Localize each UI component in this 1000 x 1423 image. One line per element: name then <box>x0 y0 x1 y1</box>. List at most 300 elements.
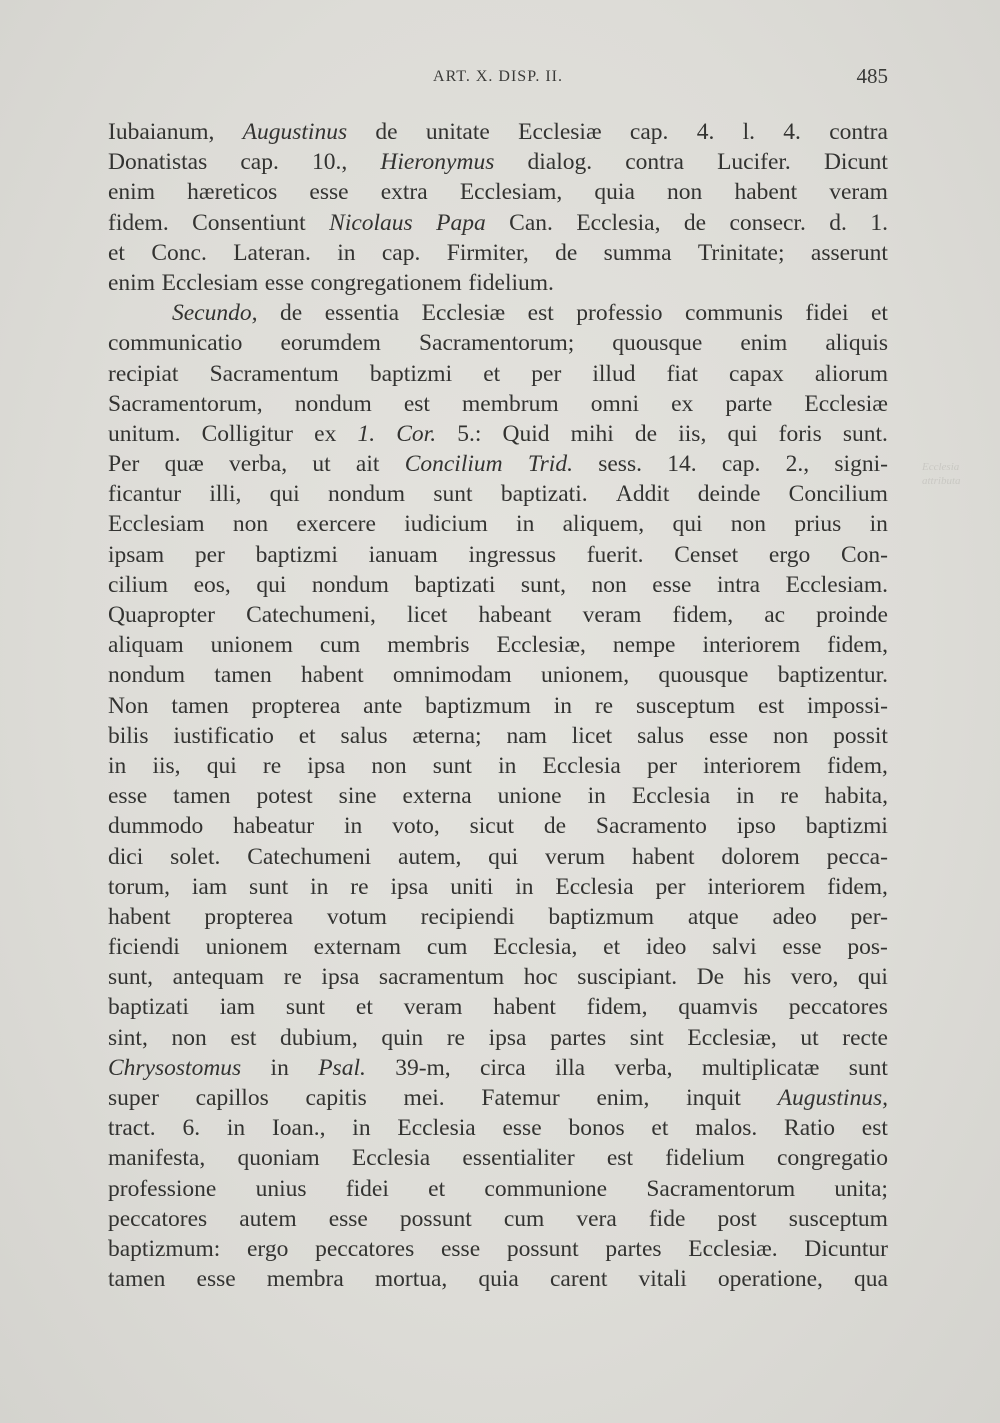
word: super <box>108 1085 159 1111</box>
word: qui <box>727 420 758 447</box>
word: capax <box>728 360 784 387</box>
word: et <box>483 360 501 387</box>
word: quia <box>594 179 635 206</box>
word: contra <box>829 119 888 145</box>
word: propterea <box>251 692 341 719</box>
word: salus <box>340 722 388 749</box>
word: habent <box>734 179 798 206</box>
word: fidem, <box>672 602 734 628</box>
word: externam <box>313 934 402 961</box>
word: cum <box>426 934 468 961</box>
word: æterna; <box>412 722 482 749</box>
word: baptizmum: <box>108 1235 221 1262</box>
word: de <box>375 119 398 145</box>
word: malos. <box>695 1115 758 1142</box>
word: Consentiunt <box>192 209 306 236</box>
word: aliquam <box>108 632 184 659</box>
word: sunt, <box>520 571 566 598</box>
word: in <box>270 1054 289 1081</box>
word: qua <box>854 1266 888 1293</box>
word: cap. <box>381 239 421 266</box>
word: essentia <box>324 300 400 327</box>
word: in <box>226 1115 246 1142</box>
word: esse <box>309 179 349 206</box>
word: Trinitate; <box>697 239 785 266</box>
word: votum <box>326 903 387 930</box>
word: habeatur <box>233 813 315 840</box>
word: Ecclesia <box>542 752 621 779</box>
word: propterea <box>204 903 294 930</box>
word: Quapropter <box>108 602 216 628</box>
word: re <box>350 873 369 900</box>
word: Ecclesia <box>351 1145 431 1172</box>
word: ait <box>355 451 380 478</box>
word: qui <box>857 964 888 991</box>
word: nam <box>506 722 547 749</box>
word: exercere <box>296 511 376 538</box>
word: cap. <box>721 451 761 478</box>
text-line <box>108 298 888 328</box>
word: parte <box>725 390 773 417</box>
word: baptizmi <box>255 541 338 568</box>
word: et <box>355 994 373 1021</box>
word: ex <box>671 390 694 417</box>
word: asserunt <box>810 239 888 266</box>
word: multiplicatæ <box>701 1054 820 1081</box>
word: unionem <box>210 632 293 659</box>
word: nondum <box>108 662 186 689</box>
word: quousque <box>612 330 703 357</box>
word: Ecclesia, <box>493 934 578 961</box>
word: ianuam <box>368 541 438 568</box>
text-line <box>108 117 888 147</box>
word: essentialiter <box>462 1145 575 1172</box>
word: Sacramentorum <box>646 1175 796 1202</box>
word: non <box>171 1024 207 1051</box>
word: cilium <box>108 571 169 598</box>
word: ipso <box>736 813 776 840</box>
word: est <box>758 692 785 719</box>
word: recipiat <box>108 360 179 387</box>
word: ex <box>314 420 337 447</box>
word: consecr. <box>729 209 806 236</box>
word: iustificatio <box>173 722 274 749</box>
word: et <box>298 722 316 749</box>
text-line <box>108 962 888 992</box>
word: esse <box>782 934 822 961</box>
word: aliorum <box>814 360 888 387</box>
word: per <box>531 360 562 387</box>
word: fidem, <box>827 752 888 779</box>
text-line <box>108 238 888 268</box>
word: hoc <box>523 964 558 991</box>
word: baptizati <box>414 571 496 598</box>
word: est <box>230 1024 257 1051</box>
word: Ecclesiæ, <box>687 1024 777 1051</box>
word: sint, <box>108 1024 148 1051</box>
word: fidei <box>345 1175 389 1202</box>
word: de <box>543 813 567 840</box>
word: dici <box>108 843 144 870</box>
word: contra <box>625 149 684 176</box>
word: est <box>403 390 430 417</box>
word: et <box>108 239 125 266</box>
word: tamen <box>214 662 272 689</box>
italic-word: 1. <box>357 420 376 447</box>
word: Ecclesiæ <box>421 300 506 327</box>
page-number: 485 <box>856 64 888 88</box>
word: Ecclesia, <box>576 209 661 236</box>
word: Ratio <box>784 1115 835 1142</box>
word: enim <box>108 269 155 296</box>
word: Ecclesia <box>397 1115 476 1142</box>
word: aliquem, <box>562 511 645 538</box>
word: atque <box>687 903 739 930</box>
word: Ioan., <box>271 1115 326 1142</box>
word: ipsa <box>488 1024 527 1051</box>
margin-note <box>922 460 961 488</box>
italic-word: Hieronymus <box>380 149 495 176</box>
word: dialog. <box>527 149 593 176</box>
word: capitis <box>305 1085 367 1111</box>
word: in <box>869 511 888 538</box>
word: Sacramentorum, <box>108 390 263 417</box>
word: tract. <box>108 1115 156 1142</box>
word: enim <box>740 330 788 357</box>
word: pos- <box>847 934 888 961</box>
word: Donatistas <box>108 149 208 176</box>
word: fidelium <box>665 1145 745 1172</box>
word: eos, <box>193 571 231 598</box>
word: ficiendi <box>108 934 180 961</box>
word: de <box>555 239 578 266</box>
italic-word: Secundo, <box>172 300 258 327</box>
word: baptizmum <box>548 903 655 930</box>
word: voto, <box>392 813 440 840</box>
text-line <box>108 479 888 509</box>
word: 1. <box>870 209 888 236</box>
word: per- <box>850 903 888 930</box>
word: membris <box>387 632 470 659</box>
word: in <box>553 692 573 719</box>
word: extra <box>380 179 428 206</box>
word: 4. <box>696 119 715 145</box>
word: nondum <box>311 571 389 598</box>
word: de <box>280 300 303 327</box>
body-text <box>108 117 888 1294</box>
word: tamen <box>173 783 231 810</box>
word: ac <box>764 602 786 628</box>
word: recipiendi <box>420 903 515 930</box>
word: iis, <box>152 752 181 779</box>
word: cap. <box>629 119 669 145</box>
word: in <box>515 873 534 900</box>
word: solet. <box>170 843 221 870</box>
word: 6. <box>182 1115 201 1142</box>
word: d. <box>829 209 847 236</box>
page-header <box>108 64 888 94</box>
word: mortua, <box>374 1266 448 1293</box>
word: Ecclesiæ <box>518 119 602 145</box>
word: baptizati <box>108 994 189 1021</box>
text-line <box>108 600 888 630</box>
word: esse <box>652 571 692 598</box>
word: sunt <box>433 481 473 508</box>
word: capillos <box>195 1085 269 1111</box>
word: recte <box>842 1024 888 1051</box>
italic-word: Augustinus <box>242 119 348 145</box>
word: unionem <box>205 934 288 961</box>
word: bonos <box>568 1115 625 1142</box>
word: iam <box>191 873 228 900</box>
text-line <box>108 811 888 841</box>
word: tamen <box>171 692 229 719</box>
word: Lucifer. <box>717 149 791 176</box>
text-line <box>108 872 888 902</box>
word: qui <box>488 843 519 870</box>
text-line <box>108 660 888 690</box>
word: possunt <box>399 1205 472 1232</box>
word: Catechumeni <box>247 843 372 870</box>
word: ergo <box>247 1235 289 1262</box>
word: pecca- <box>826 843 888 870</box>
word: communicatio <box>108 330 243 357</box>
word: susceptum <box>788 1205 888 1232</box>
word: Addit <box>615 481 670 508</box>
word: tamen <box>108 1266 166 1293</box>
word: ipsam <box>108 541 165 568</box>
word: foris <box>778 420 822 447</box>
word: uniti <box>450 873 494 900</box>
word: Conc. <box>151 239 207 266</box>
word: operatione, <box>717 1266 823 1293</box>
word: 4. <box>783 119 801 145</box>
word: professione <box>108 1175 217 1202</box>
word: congregatio <box>777 1145 888 1172</box>
word: aliquis <box>825 330 888 357</box>
word: Catechumeni, <box>246 602 376 628</box>
text-line <box>108 751 888 781</box>
word: est <box>861 1115 888 1142</box>
word: potest <box>256 783 313 810</box>
text-line <box>108 1174 888 1204</box>
word: veram <box>829 179 888 206</box>
word: baptizmi <box>369 360 453 387</box>
word: unius <box>255 1175 307 1202</box>
word: Sacramento <box>595 813 707 840</box>
word: iis, <box>678 420 707 447</box>
text-line <box>108 389 888 419</box>
word: l. <box>742 119 756 145</box>
word: nempe <box>612 632 676 659</box>
word: circa <box>480 1054 526 1081</box>
word: ipsa <box>307 752 346 779</box>
word: quin <box>381 1024 424 1051</box>
word: fiat <box>666 360 698 387</box>
word: verum <box>545 843 606 870</box>
text-line <box>108 509 888 539</box>
word: de <box>683 209 707 236</box>
word: Quid <box>502 420 550 447</box>
word: autem, <box>398 843 462 870</box>
word: habeant <box>478 602 552 628</box>
italic-word: Papa <box>436 209 486 236</box>
word: baptizati. <box>500 481 588 508</box>
italic-word: Psal. <box>318 1054 366 1081</box>
word: qui <box>269 481 300 508</box>
text-line <box>108 630 888 660</box>
text-line <box>108 359 888 389</box>
word: fidem. <box>108 209 169 236</box>
word: non <box>371 752 407 779</box>
word: habent <box>300 662 364 689</box>
word: dubium, <box>280 1024 358 1051</box>
word: membrum <box>462 390 559 417</box>
word: Fatemur <box>481 1085 560 1111</box>
word: qui <box>256 571 287 598</box>
word: possit <box>833 722 888 749</box>
text-line <box>108 1143 888 1173</box>
word: dolorem <box>721 843 800 870</box>
word: signi- <box>834 451 888 478</box>
word: adeo <box>772 903 817 930</box>
word: per <box>655 873 686 900</box>
word: sine <box>338 783 377 810</box>
word: sint <box>629 1024 664 1051</box>
word: et <box>603 934 621 961</box>
italic-word: Trid. <box>527 451 573 478</box>
text-line <box>108 1053 888 1083</box>
word: esse <box>440 1235 481 1262</box>
word: fidei <box>805 300 849 327</box>
word: non <box>730 511 767 538</box>
margin-note-line: Ecclesia <box>922 461 960 473</box>
word: unitate <box>425 119 490 145</box>
text-line <box>108 721 888 751</box>
word: Con- <box>841 541 888 568</box>
italic-word: Augustinus, <box>777 1085 888 1111</box>
text-line <box>108 208 888 238</box>
italic-word: Concilium <box>404 451 503 478</box>
word: ipsa <box>390 873 429 900</box>
word: Per <box>108 451 140 478</box>
word: dummodo <box>108 813 204 840</box>
word: sicut <box>469 813 514 840</box>
word: non <box>591 571 627 598</box>
word: et <box>871 300 888 327</box>
word: est <box>606 1145 633 1172</box>
word: Ecclesiæ, <box>496 632 586 659</box>
word: sacramentum <box>378 964 505 991</box>
word: deinde <box>697 481 761 508</box>
word: inquit <box>686 1085 741 1111</box>
word: iudicium <box>404 511 488 538</box>
word: quæ <box>164 451 204 478</box>
text-line <box>108 1113 888 1143</box>
word: bilis <box>108 722 149 749</box>
word: autem <box>239 1205 297 1232</box>
word: qui <box>206 752 237 779</box>
word: Sacramentorum; <box>418 330 575 357</box>
word: in <box>736 783 755 810</box>
word: fide <box>648 1205 686 1232</box>
word: De <box>696 964 725 991</box>
word: fidem, <box>827 873 888 900</box>
word: enim, <box>596 1085 650 1111</box>
word: salvi <box>712 934 757 961</box>
word: unione <box>497 783 562 810</box>
word: re <box>594 692 614 719</box>
word: intra <box>716 571 761 598</box>
word: sunt <box>285 994 326 1021</box>
text-line <box>108 570 888 600</box>
word: Ecclesia <box>631 783 711 810</box>
word: de <box>634 420 658 447</box>
word: in <box>498 752 517 779</box>
word: baptizentur. <box>777 662 888 689</box>
word: illa <box>555 1054 586 1081</box>
word: unita; <box>834 1175 888 1202</box>
word: iam <box>219 994 256 1021</box>
word: 14. <box>667 451 697 478</box>
text-line <box>108 177 888 207</box>
word: ergo <box>768 541 811 568</box>
word: post <box>717 1205 757 1232</box>
word: quousque <box>658 662 749 689</box>
word: suscipiant. <box>577 964 678 991</box>
word: Ecclesia <box>555 873 634 900</box>
word: interiorem <box>703 752 801 779</box>
word: ficantur <box>108 481 182 508</box>
word: Ecclesiam. <box>785 571 888 598</box>
word: ingressus <box>468 541 556 568</box>
word: Non <box>108 692 149 719</box>
word: unionem, <box>540 662 630 689</box>
word: ideo <box>645 934 687 961</box>
word: congregationem <box>310 269 462 296</box>
word: susceptum <box>635 692 736 719</box>
word: esse <box>708 722 749 749</box>
word: Firmiter, <box>446 239 529 266</box>
word: qui <box>672 511 703 538</box>
word: mei. <box>403 1085 445 1111</box>
word: cap. <box>240 149 279 176</box>
text-line <box>108 1234 888 1264</box>
word: unitum. <box>108 420 181 447</box>
word: Iubaianum, <box>108 119 215 145</box>
word: re <box>262 752 282 779</box>
word: communis <box>684 300 783 327</box>
word: fidem, <box>827 632 888 659</box>
text-line <box>108 328 888 358</box>
word: baptizmi <box>805 813 888 840</box>
word: illud <box>592 360 636 387</box>
word: eorumdem <box>280 330 381 357</box>
word: fuerit. <box>586 541 644 568</box>
word: quoniam <box>237 1145 320 1172</box>
italic-word: Chrysostomus <box>108 1054 242 1081</box>
word: Concilium <box>788 481 888 508</box>
word: habent <box>493 994 556 1021</box>
word: esse <box>108 783 148 810</box>
word: re <box>446 1024 465 1051</box>
word: Colligitur <box>201 420 294 447</box>
text-line <box>108 932 888 962</box>
word: ut <box>800 1024 819 1051</box>
word: manifesta, <box>108 1145 206 1172</box>
word: vera <box>576 1205 617 1232</box>
word: mihi <box>570 420 614 447</box>
